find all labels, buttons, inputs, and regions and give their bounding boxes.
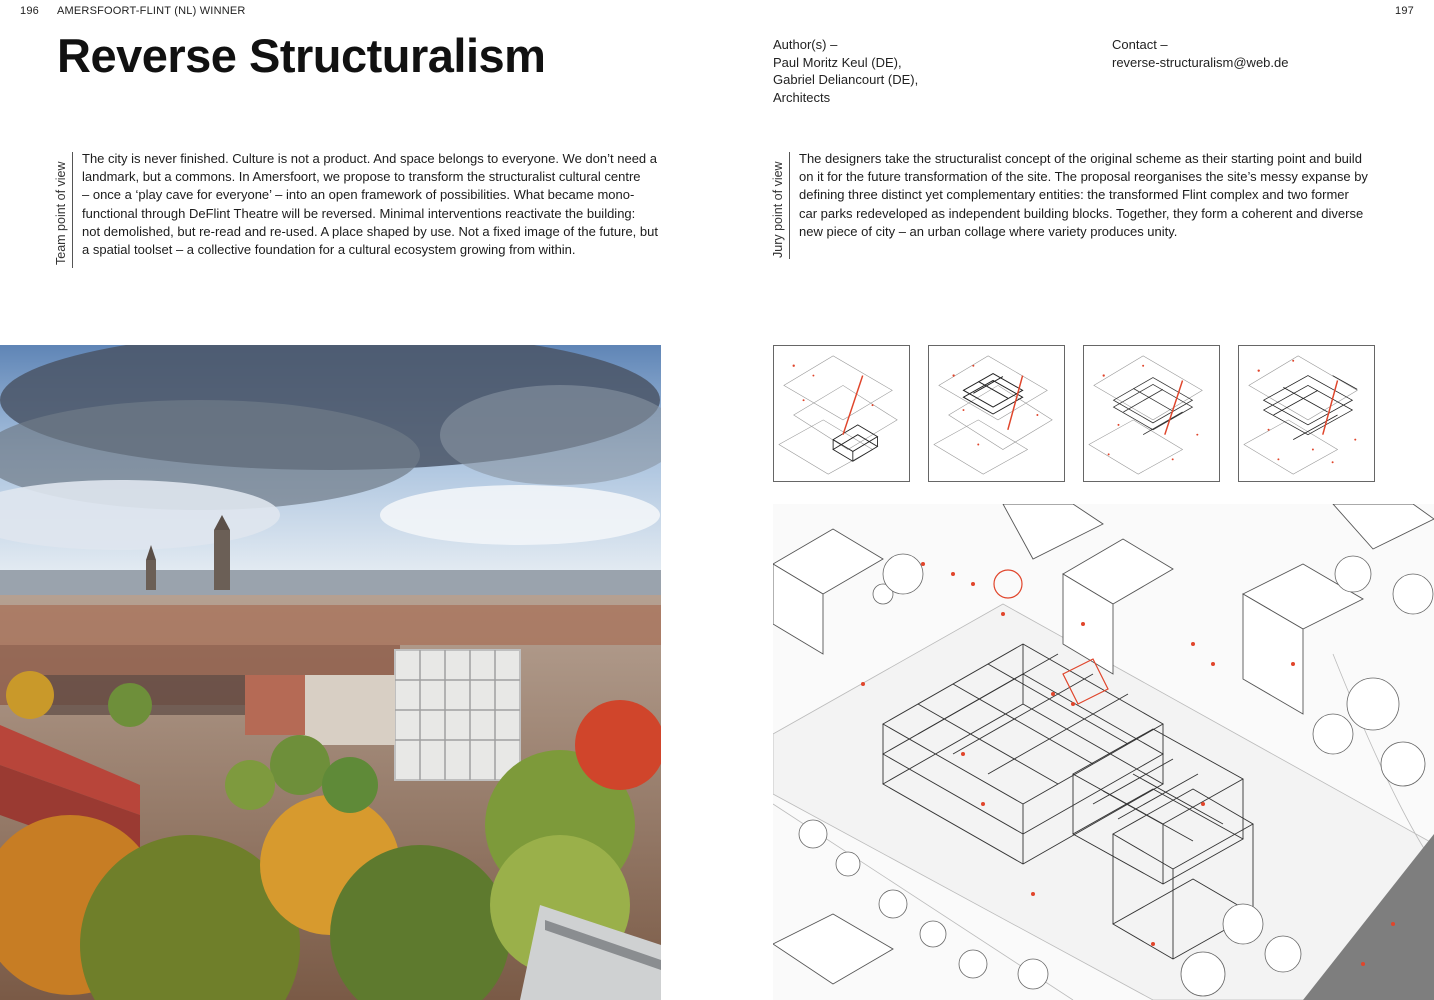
- phase-diagram-1-icon: [773, 345, 910, 482]
- section-header: AMERSFOORT-FLINT (NL) WINNER: [57, 5, 246, 17]
- team-label: Team point of view: [54, 161, 68, 265]
- authors-block: [773, 36, 918, 106]
- jury-line: car parks redeveloped as independent building blocks. Together, they form a coherent and diverse: [799, 205, 1364, 221]
- author-line: Paul Moritz Keul (DE),: [773, 54, 902, 70]
- contact-email[interactable]: reverse-structuralism@web.de: [1112, 54, 1289, 70]
- jury-line: defining three distinct yet complementary entities: the transformed Flint complex and two former: [799, 187, 1349, 203]
- aerial-city-photo-icon: [0, 345, 661, 1000]
- contact-label: Contact –: [1112, 37, 1168, 52]
- team-line: functional through DeFlint Theatre will be reversed. Minimal interventions reactivate the building:: [82, 205, 636, 221]
- author-line: Architects: [773, 89, 831, 105]
- phase-diagram-2-icon: [928, 345, 1065, 482]
- jury-line: new piece of city – an urban collage where variety produces unity.: [799, 223, 1178, 239]
- team-line: landmark, but a commons. In Amersfoort, we propose to transform the structuralist cultural centre: [82, 169, 641, 185]
- jury-text: [799, 150, 1378, 241]
- team-text: [82, 150, 661, 259]
- jury-divider: [789, 152, 790, 259]
- phase-diagram-3-icon: [1083, 345, 1220, 482]
- authors-label: Author(s) –: [773, 37, 838, 52]
- page-number-left: 196: [20, 5, 39, 17]
- team-line: The city is never finished. Culture is not a product. And space belongs to everyone. We don’t need a: [82, 151, 657, 166]
- team-line: a spatial toolset – a collective foundation for a cultural ecosystem growing from within.: [82, 242, 576, 258]
- phase-diagram-4-icon: [1238, 345, 1375, 482]
- contact-block: [1112, 36, 1288, 71]
- team-line: – once a ‘play cave for everyone’ – into an open framework of possibilities. What became mono-: [82, 187, 635, 203]
- axonometric-drawing-icon: [773, 504, 1434, 1000]
- jury-line: on it for the future transformation of the site. The proposal reorganises the site’s messy expanse by: [799, 169, 1368, 185]
- team-line: not demolished, but re-read and re-used. A place shaped by use. Not a fixed image of the future, but: [82, 223, 658, 239]
- team-divider: [72, 152, 73, 268]
- jury-line: The designers take the structuralist concept of the original scheme as their starting point and build: [799, 151, 1362, 166]
- page-number-right: 197: [1395, 5, 1414, 17]
- page-title: Reverse Structuralism: [57, 29, 546, 82]
- author-line: Gabriel Deliancourt (DE),: [773, 72, 919, 87]
- jury-label: Jury point of view: [771, 161, 785, 258]
